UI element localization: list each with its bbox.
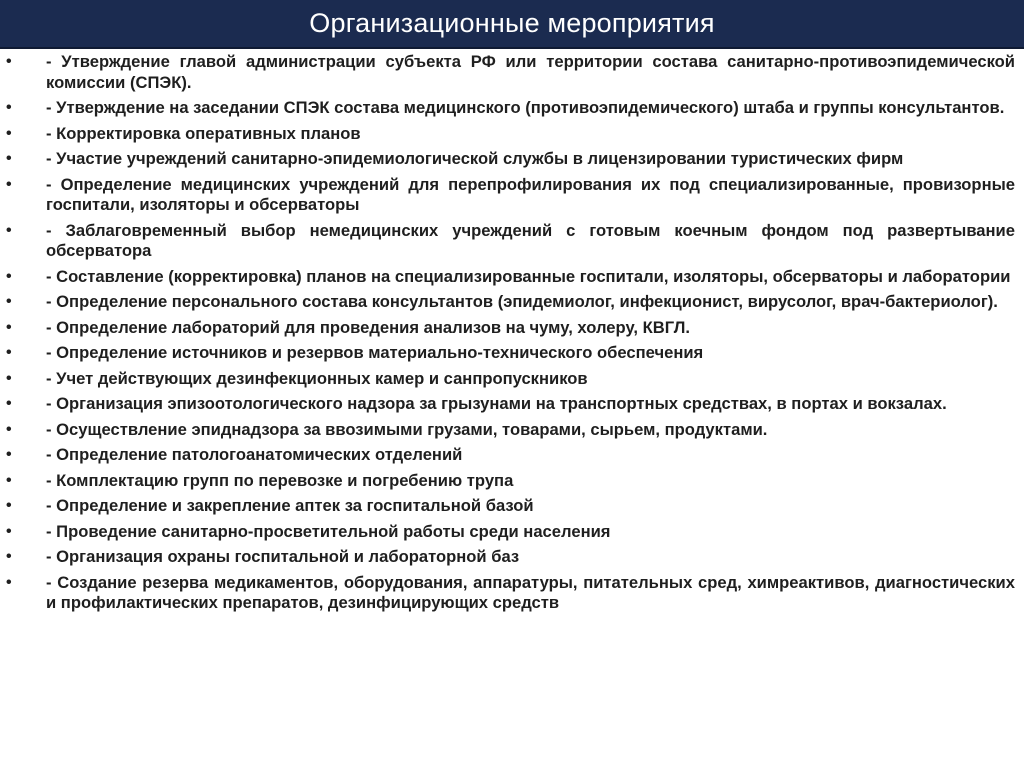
list-item-text: - Определение и закрепление аптек за госпитальной базой — [46, 496, 534, 515]
list-item — [0, 394, 1024, 415]
list-item-text: - Утверждение главой администрации субъекта РФ или территории состава санитарно-противоэпидемической комиссии (СПЭК). — [46, 52, 1015, 92]
bullet-icon: • — [6, 175, 12, 193]
bullet-icon: • — [6, 53, 12, 70]
bullet-icon: • — [6, 344, 12, 361]
list-item-text: - Утверждение на заседании СПЭК состава медицинского (противоэпидемического) штаба и группы консультантов. — [46, 98, 1005, 117]
list-item-text: - Определение медицинских учреждений для перепрофилирования их под специализированные, провизорные госпитали, изоляторы и обсерваторы — [46, 174, 1015, 214]
bullet-icon: • — [6, 548, 12, 565]
list-item — [0, 496, 1024, 517]
list-item-text: - Участие учреждений санитарно-эпидемиологической службы в лицензировании туристических фирм — [46, 149, 904, 168]
bullet-icon: • — [6, 522, 12, 540]
bullet-icon: • — [6, 446, 12, 463]
list-item — [0, 343, 1024, 364]
measures-list — [0, 52, 1024, 619]
list-item — [0, 221, 1024, 262]
slide-title: Организационные мероприятия — [309, 8, 715, 38]
bullet-icon: • — [6, 124, 12, 142]
list-item — [0, 149, 1024, 170]
list-item — [0, 420, 1024, 441]
bullet-icon: • — [6, 293, 12, 310]
bullet-icon: • — [6, 221, 12, 239]
list-item — [0, 267, 1024, 288]
list-item — [0, 471, 1024, 492]
list-item-text: - Организация охраны госпитальной и лабораторной баз — [46, 547, 520, 566]
list-item-text: - Определение источников и резервов материально-технического обеспечения — [46, 343, 704, 362]
list-item-text: - Учет действующих дезинфекционных камер и санпропускников — [46, 368, 588, 388]
list-item-text: - Определение персонального состава консультантов (эпидемиолог, инфекционист, вирусолог, врач-бактериолог). — [46, 292, 998, 311]
bullet-icon: • — [6, 395, 12, 412]
list-item — [0, 573, 1024, 614]
list-item — [0, 98, 1024, 119]
bullet-icon: • — [6, 573, 12, 591]
list-item-text: - Создание резерва медикаментов, оборудования, аппаратуры, питательных сред, химреактивов, диагностических и профилактических препаратов, дезинфицирующих средств — [46, 572, 1015, 612]
list-item — [0, 369, 1024, 390]
bullet-icon: • — [6, 420, 12, 438]
list-item-text: - Составление (корректировка) планов на специализированные госпитали, изоляторы, обсерваторы и лаборатории — [46, 266, 1011, 286]
list-item — [0, 175, 1024, 216]
list-item-text: - Определение лабораторий для проведения анализов на чуму, холеру, КВГЛ. — [46, 317, 691, 337]
list-item — [0, 318, 1024, 339]
list-item-text: - Корректировка оперативных планов — [46, 123, 361, 143]
bullet-icon: • — [6, 471, 12, 489]
bullet-icon: • — [6, 267, 12, 285]
list-item — [0, 52, 1024, 93]
bullet-icon: • — [6, 369, 12, 387]
list-item-text: - Осуществление эпиднадзора за ввозимыми грузами, товарами, сырьем, продуктами. — [46, 419, 768, 439]
bullet-icon: • — [6, 318, 12, 336]
list-item-text: - Комплектацию групп по перевозке и погребению трупа — [46, 470, 514, 490]
title-bar — [0, 0, 1024, 49]
list-item — [0, 522, 1024, 543]
bullet-icon: • — [6, 99, 12, 116]
list-item — [0, 445, 1024, 466]
list-item-text: - Проведение санитарно-просветительной работы среди населения — [46, 521, 611, 541]
list-item-text: - Заблаговременный выбор немедицинских учреждений с готовым коечным фондом под развертывание обсерватора — [46, 220, 1015, 260]
list-item — [0, 124, 1024, 145]
list-item — [0, 292, 1024, 313]
bullet-icon: • — [6, 497, 12, 514]
list-item-text: - Организация эпизоотологического надзора за грызунами на транспортных средствах, в портах и вокзалах. — [46, 394, 947, 413]
list-item-text: - Определение патологоанатомических отделений — [46, 445, 463, 464]
list-item — [0, 547, 1024, 568]
bullet-icon: • — [6, 150, 12, 167]
